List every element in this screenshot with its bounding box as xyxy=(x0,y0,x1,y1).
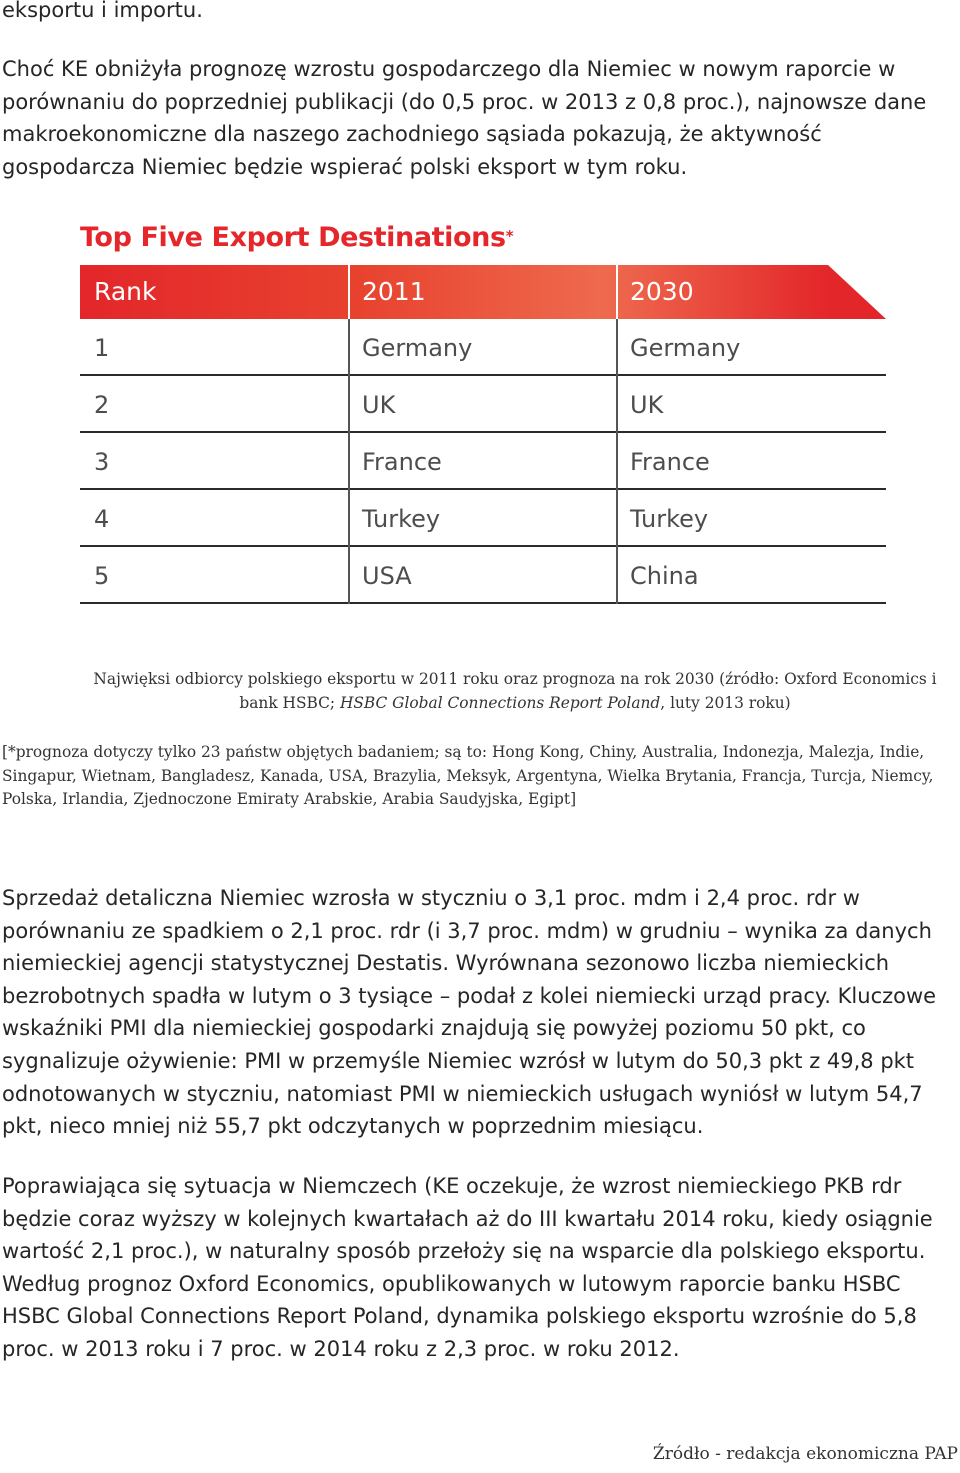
country-2030-cell: Germany xyxy=(630,334,741,362)
country-2011-cell: USA xyxy=(362,562,412,590)
header-rank: Rank xyxy=(94,277,157,306)
rank-cell: 1 xyxy=(94,334,110,362)
intro-fragment: eksportu i importu. xyxy=(2,0,203,22)
table-row xyxy=(80,433,886,490)
rank-cell: 3 xyxy=(94,448,110,476)
rank-cell: 2 xyxy=(94,391,110,419)
figure-caption xyxy=(82,668,948,715)
header-2030: 2030 xyxy=(630,277,694,306)
country-2030-cell: UK xyxy=(630,391,664,419)
paragraph-2: Sprzedaż detaliczna Niemiec wzrosła w styczniu o 3,1 proc. mdm i 2,4 proc. rdr w porównaniu ze spadkiem o 2,1 proc. rdr (i 3,7 proc. mdm) w grudniu – wynika za danych niemieckiej agencji statystycznej Destatis. Wyrównana sezonowo liczba niemieckich bezrobotnych spadła w lutym o 3 tysiące – podał z kolei niemiecki urząd pracy. Kluczowe wskaźniki PMI dla niemieckiej gospodarki znajdują się powyżej poziomu 50 pkt, co sygnalizuje ożywienie: PMI w przemyśle Niemiec wzrósł w lutym do 50,3 pkt z 49,8 pkt odnotowanych w styczniu, natomiast PMI w niemieckich usługach wyniósł w lutym 54,7 pkt, nieco mniej niż 55,7 pkt odczytanych w poprzednim miesiącu. xyxy=(2,886,937,1139)
header-2011: 2011 xyxy=(362,277,426,306)
column-divider xyxy=(616,319,618,604)
table-row xyxy=(80,547,886,604)
forecast-footnote: [*prognoza dotyczy tylko 23 państw objętych badaniem; są to: Hong Kong, Chiny, Australia, Indonezja, Malezja, Indie, Singapur, Wietnam, Bangladesz, Kanada, USA, Brazylia, Meksyk, Argentyna, Wielka Brytania, Francja, Turcja, Niemcy, Polska, Irlandia, Zjednoczone Emiraty Arabskie, Arabia Saudyjska, Egipt] xyxy=(2,743,934,808)
source-credit: Źródło - redakcja ekonomiczna PAP xyxy=(652,1444,958,1464)
caption-date: , luty 2013 roku) xyxy=(660,693,791,712)
figure-title-text: Top Five Export Destinations xyxy=(80,222,506,253)
country-2011-cell: Turkey xyxy=(362,505,441,533)
column-divider xyxy=(348,319,350,604)
rank-cell: 5 xyxy=(94,562,110,590)
row-divider xyxy=(80,602,886,604)
caption-text: Najwięksi odbiorcy polskiego eksportu w 2011 roku oraz prognoza na rok 2030 (źródło: Oxford Economics i bank HSBC; xyxy=(93,670,937,712)
paragraph-1: Choć KE obniżyła prognozę wzrostu gospodarczego dla Niemiec w nowym raporcie w porównaniu do poprzedniej publikacji (do 0,5 proc. w 2013 z 0,8 proc.), najnowsze dane makroekonomiczne dla naszego zachodniego sąsiada pokazują, że aktywność gospodarcza Niemiec będzie wspierać polski eksport w tym roku. xyxy=(2,57,927,179)
figure-title xyxy=(80,218,513,258)
country-2030-cell: Turkey xyxy=(630,505,709,533)
rank-cell: 4 xyxy=(94,505,110,533)
country-2030-cell: France xyxy=(630,448,710,476)
table-header-band xyxy=(80,265,886,319)
caption-report-title: HSBC Global Connections Report Poland xyxy=(339,693,661,712)
country-2011-cell: France xyxy=(362,448,442,476)
country-2011-cell: UK xyxy=(362,391,396,419)
table-row xyxy=(80,319,886,376)
country-2011-cell: Germany xyxy=(362,334,473,362)
country-2030-cell: China xyxy=(630,562,699,590)
table-row xyxy=(80,490,886,547)
table-row xyxy=(80,376,886,433)
paragraph-3: Poprawiająca się sytuacja w Niemczech (KE oczekuje, że wzrost niemieckiego PKB rdr będzie coraz wyższy w kolejnych kwartałach aż do III kwartału 2014 roku, kiedy osiągnie wartość 2,1 proc.), w naturalny sposób przełoży się na wsparcie dla polskiego eksportu. Według prognoz Oxford Economics, opublikowanych w lutowym raporcie banku HSBC HSBC Global Connections Report Poland, dynamika polskiego eksportu wzrośnie do 5,8 proc. w 2013 roku i 7 proc. w 2014 roku z 2,3 proc. w roku 2012. xyxy=(2,1174,933,1361)
export-destinations-figure xyxy=(80,218,886,608)
figure-title-asterisk: * xyxy=(505,227,514,245)
